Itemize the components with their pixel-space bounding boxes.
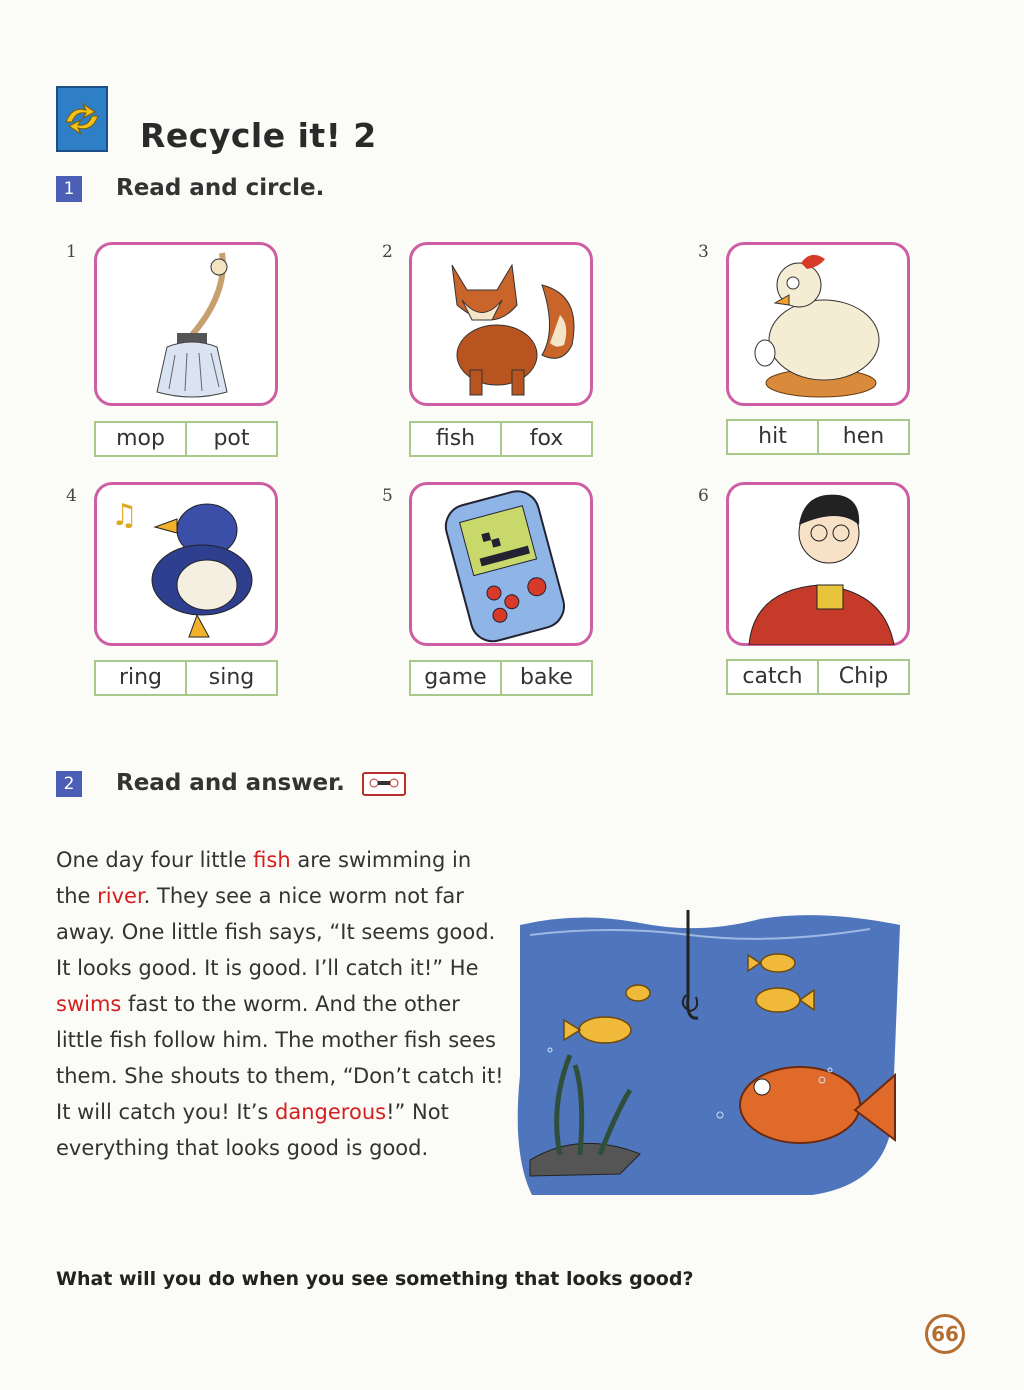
item-3-options (726, 419, 910, 455)
svg-text:♫: ♫ (111, 498, 138, 533)
story-text: One day four little fish are swimming in the river. They see a nice worm not far away. One little fish says, “It seems good. It looks good. It is good. I’ll catch it!” He swims fast to the worm. And the other little fish follow him. The mother fish sees them. She shouts to them, “Don’t catch it! It will catch you! It’s dangerous!” Not everything that looks good is good. (56, 848, 504, 1160)
singing-bird-picture (94, 482, 278, 646)
fish-story-illustration (500, 905, 910, 1200)
handheld-game-picture (409, 482, 593, 646)
section-2-title: Read and answer. (116, 770, 345, 796)
item-5-number: 5 (382, 486, 393, 506)
vocab-fish: fish (253, 848, 291, 872)
option-pot[interactable]: pot (213, 426, 250, 451)
item-2-options (409, 421, 593, 457)
option-hen[interactable]: hen (842, 424, 885, 449)
item-4-options (94, 660, 278, 696)
section-1-number: 1 (56, 176, 82, 202)
item-5-options (409, 660, 593, 696)
section-2-number: 2 (56, 771, 82, 797)
section-1-title: Read and circle. (116, 175, 325, 201)
vocab-river: river (97, 884, 144, 908)
item-2-number: 2 (382, 242, 393, 262)
option-sing[interactable]: sing (208, 665, 255, 690)
option-mop[interactable]: mop (96, 423, 187, 455)
option-fish[interactable]: fish (411, 423, 502, 455)
option-catch[interactable]: catch (728, 661, 819, 693)
option-chip[interactable]: Chip (838, 664, 889, 689)
comprehension-question: What will you do when you see something that looks good? (56, 1268, 694, 1290)
item-6-number: 6 (698, 486, 709, 506)
hen-picture (726, 242, 910, 406)
option-bake[interactable]: bake (520, 665, 573, 690)
page-title: Recycle it! 2 (140, 116, 377, 155)
mop-picture (94, 242, 278, 406)
fox-picture (409, 242, 593, 406)
vocab-swims: swims (56, 992, 122, 1016)
item-4-number: 4 (66, 486, 77, 506)
item-1-number: 1 (66, 242, 77, 262)
page-number: 66 (925, 1314, 965, 1354)
item-1-options (94, 421, 278, 457)
option-fox[interactable]: fox (529, 426, 564, 451)
item-6-options (726, 659, 910, 695)
recycle-icon (56, 86, 108, 152)
boy-chip-picture (726, 482, 910, 646)
item-3-number: 3 (698, 242, 709, 262)
vocab-dangerous: dangerous (275, 1100, 387, 1124)
option-hit[interactable]: hit (728, 421, 819, 453)
cassette-icon[interactable] (362, 772, 406, 796)
option-game[interactable]: game (411, 662, 502, 694)
option-ring[interactable]: ring (96, 662, 187, 694)
